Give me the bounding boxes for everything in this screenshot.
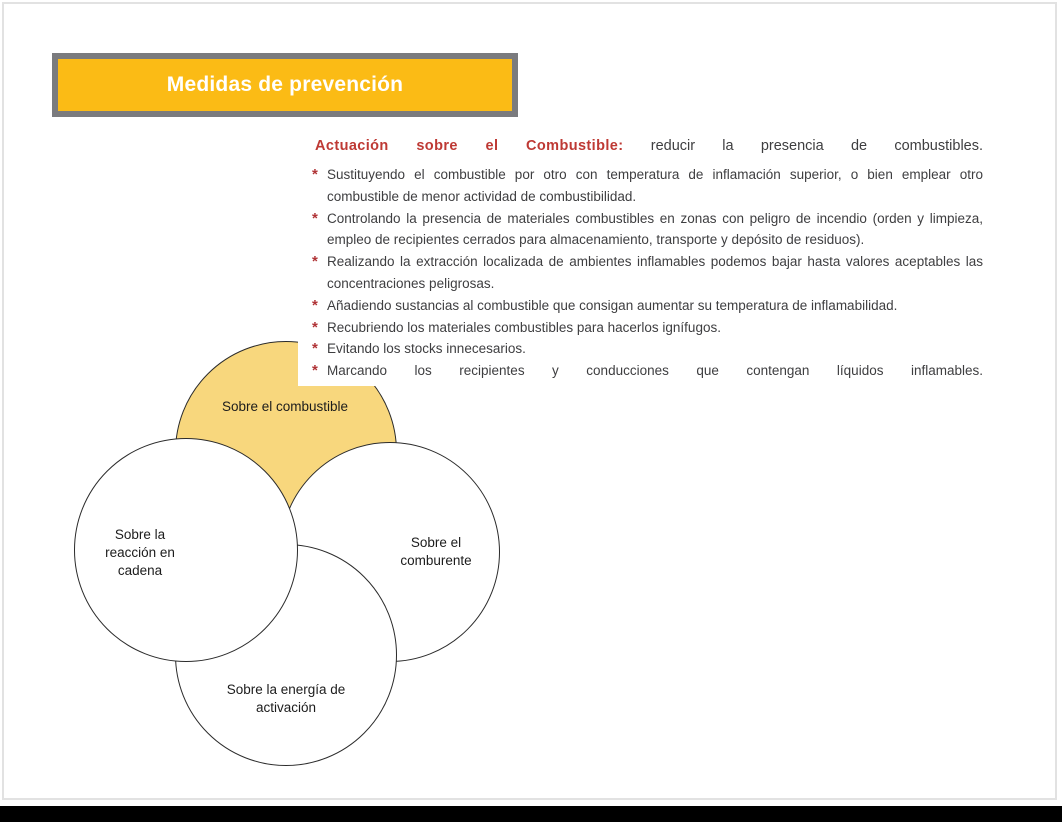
page-border-frame: [2, 2, 1057, 800]
bullet-list: [312, 164, 983, 382]
venn-label-combustible: Sobre el combustible: [221, 399, 349, 414]
bullet-item: [312, 317, 983, 339]
bullet-asterisk-icon: *: [312, 166, 318, 183]
bullet-item: [312, 295, 983, 317]
bullet-text: Evitando los stocks innecesarios.: [327, 341, 526, 357]
venn-label-reaccion: Sobre la reacción en cadena: [105, 527, 175, 578]
bullet-text: Recubriendo los materiales combustibles para hacerlos ignífugos.: [327, 319, 721, 335]
content-panel: [298, 126, 992, 386]
bullet-text: Realizando la extracción localizada de ambientes inflamables podemos bajar hasta valores aceptables las concentraciones peligrosas.: [327, 254, 983, 291]
bullet-asterisk-icon: *: [312, 340, 318, 358]
bullet-item: [312, 360, 983, 382]
bottom-black-bar: [0, 806, 1062, 822]
bullet-asterisk-icon: *: [312, 253, 318, 271]
venn-label-energia: Sobre la energía de activación: [226, 682, 346, 715]
bullet-asterisk-icon: *: [312, 362, 318, 380]
bullet-asterisk-icon: *: [312, 318, 318, 336]
content-heading: [315, 136, 983, 156]
heading-strong: Actuación sobre el Combustible:: [315, 138, 624, 154]
heading-rest: reducir la presencia de combustibles.: [650, 138, 984, 154]
bullet-item: [312, 208, 983, 252]
bullet-asterisk-icon: *: [312, 296, 318, 314]
bullet-text: Añadiendo sustancias al combustible que consigan aumentar su temperatura de inflamabilidad.: [327, 297, 898, 313]
title-banner: [52, 53, 518, 117]
bullet-text: Sustituyendo el combustible por otro con temperatura de inflamación superior, o bien emplear otro combustible de menor actividad de combustibilidad.: [327, 167, 983, 204]
bullet-text: Marcando los recipientes y conducciones que contengan líquidos inflamables.: [327, 363, 983, 379]
bullet-item: [312, 338, 983, 360]
bullet-item: [312, 251, 983, 295]
bullet-item: [312, 164, 983, 208]
venn-label-comburente: Sobre el comburente: [400, 535, 472, 568]
page-title: Medidas de prevención: [166, 73, 404, 96]
bullet-text: Controlando la presencia de materiales combustibles en zonas con peligro de incendio (orden y limpieza, empleo de recipientes cerrados para almacenamiento, transporte y depósito de residuos).: [327, 210, 983, 248]
bullet-asterisk-icon: *: [312, 209, 318, 227]
